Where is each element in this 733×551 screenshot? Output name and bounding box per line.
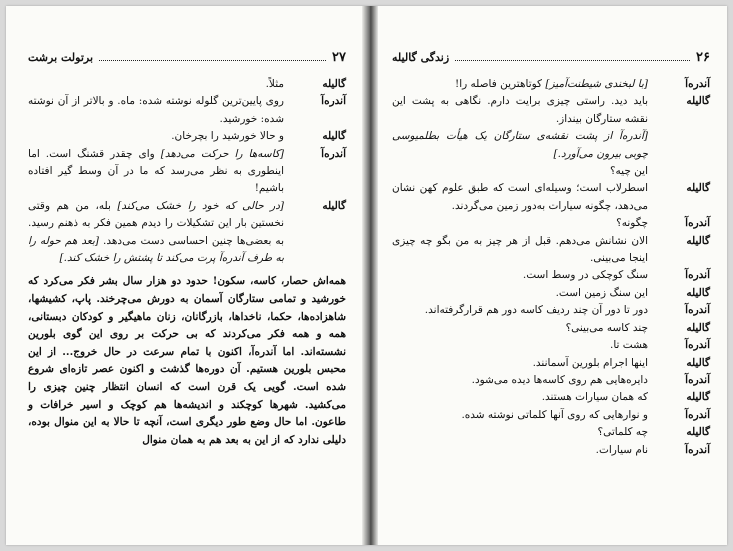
dialogue-row <box>392 389 710 406</box>
stage-direction: [با لبخندی شیطنت‌آمیز] <box>545 78 648 90</box>
dialogue-line: وای چقدر قشنگ است. اما اینطوری به نظر می‌رسد که ما در آن وسط گیر افتاده باشیم! <box>28 147 284 195</box>
speaker-name: گالیله <box>686 234 710 247</box>
page-number: ۲۶ <box>696 50 710 65</box>
stage-direction: [در حالی که خود را خشک می‌کند] <box>117 199 285 212</box>
dialogue-line: بله، من هم وقتی نخستین بار این تشکیلات را دیدم همین فکر به ذهنم رسید. به بعضی‌ها چنین احساسی دست می‌دهد. <box>28 199 284 247</box>
dialogue-row <box>28 128 346 145</box>
dialogue-text: و حالا خورشید را بچرخان. <box>171 130 284 143</box>
dialogue-row <box>392 372 710 389</box>
dialogue-text: الان نشانش می‌دهم. قبل از هر چیز به من بگو چه چیزی اینجا می‌بینی. <box>392 234 648 265</box>
right-page-dialogue <box>392 76 710 459</box>
right-page-header <box>392 50 710 68</box>
page-number: ۲۷ <box>332 50 346 65</box>
stage-direction: [کاسه‌ها را حرکت می‌دهد] <box>160 147 284 160</box>
running-title: زندگی گالیله <box>392 51 450 64</box>
speaker-name: آندره‌آ <box>685 373 710 386</box>
speaker-name: آندره‌آ <box>685 269 710 282</box>
dialogue-text: روی پایین‌ترین گلوله نوشته شده: ماه. و بالاتر از آن نوشته شده: خورشید. <box>28 95 284 125</box>
stage-direction: [آندره‌آ از پشت نقشه‌ی ستارگان یک هیأت بطلمیوسی چوبی بیرون می‌آورد.] <box>392 130 648 160</box>
speaker-name: آندره‌آ <box>321 95 346 108</box>
dialogue-row <box>392 337 710 354</box>
dialogue-row <box>28 93 346 128</box>
dialogue-row <box>392 215 710 232</box>
speaker-name: گالیله <box>322 199 346 212</box>
dialogue-text: سنگ کوچکی در وسط است. <box>522 269 648 282</box>
speaker-name: آندره‌آ <box>685 408 710 421</box>
dialogue-text: و نوارهایی که روی آنها کلماتی نوشته شده. <box>461 408 648 421</box>
speaker-name: گالیله <box>686 182 710 195</box>
dialogue-row <box>392 93 710 128</box>
dialogue-row <box>392 320 710 337</box>
speaker-name: آندره‌آ <box>685 304 710 317</box>
dialogue-row <box>392 180 710 215</box>
dialogue-row <box>392 407 710 424</box>
speaker-name: گالیله <box>686 391 710 404</box>
dialogue-text: هشت تا. <box>609 339 648 352</box>
dialogue-text: چند کاسه می‌بینی؟ <box>565 321 648 334</box>
dialogue-text: مثلاً. <box>265 78 284 90</box>
dialogue-text <box>28 198 284 268</box>
dialogue-row <box>392 163 710 180</box>
stage-direction: [بعد هم حوله را به طرف آندره‌آ پرت می‌کند تا پشتش را خشک کند.] <box>28 234 284 265</box>
left-page-header <box>28 50 346 68</box>
dialogue-text: این چیه؟ <box>609 165 648 178</box>
speaker-name: آندره‌آ <box>685 78 710 90</box>
dialogue-row <box>392 355 710 372</box>
dialogue-text <box>392 128 648 163</box>
monologue-paragraph: همه‌اش حصار، کاسه، سکون! حدود دو هزار سال بشر فکر می‌کرد که خورشید و تمامی ستارگان آسمان به دورش می‌چرخند. پاپ، کشیشها، شاهزاده‌ها، حکما، ناخداها، بازرگانان، زنان ماهیگیر و کودکان دبستانی، همه و همه فکر می‌کردند که بی حرکت بر روی این گوی بلورین نشسته‌اند. اما آندره‌آ، اکنون با تمام سرعت در حال خروج... از این محبس بلورین هستیم. آن دوره‌ها گذشت و اکنون عصر تازه‌ای شروع شده است. گویی یک قرن است که انسان انتظار چنین چیزی را می‌کشید. شهرها کوچکند و اندیشه‌ها هم کوچک و اسیر خرافات و طاعون. اما حال وضع طور دیگری است، آنچه تا حالا به این منوال بوده، دلیلی ندارد که از این به بعد هم به همان منوال <box>28 275 346 446</box>
speaker-name: گالیله <box>686 95 710 108</box>
dialogue-row <box>28 146 346 198</box>
speaker-name: آندره‌آ <box>321 147 346 160</box>
right-page <box>378 6 727 545</box>
dialogue-row <box>392 128 710 163</box>
running-title: برتولت برشت <box>28 51 94 64</box>
dialogue-text: دایره‌هایی هم روی کاسه‌ها دیده می‌شود. <box>471 373 648 386</box>
speaker-name: آندره‌آ <box>685 443 710 456</box>
dialogue-text: این سنگ زمین است. <box>555 286 648 299</box>
dialogue-row <box>392 267 710 284</box>
dialogue-row <box>28 198 346 268</box>
speaker-name: گالیله <box>686 321 710 334</box>
speaker-name: گالیله <box>322 130 346 143</box>
dialogue-row <box>392 442 710 459</box>
speaker-name: آندره‌آ <box>685 217 710 230</box>
speaker-name: آندره‌آ <box>685 339 710 352</box>
dialogue-row <box>28 76 346 93</box>
book-gutter <box>362 6 378 545</box>
dialogue-text: چگونه؟ <box>616 217 648 230</box>
speaker-name: گالیله <box>686 356 710 369</box>
header-dot-leader <box>455 52 690 61</box>
dialogue-text <box>392 76 648 93</box>
dialogue-text: اینها اجرام بلورین آسمانند. <box>532 356 648 369</box>
dialogue-text: نام سیارات. <box>595 443 648 456</box>
book-spread <box>6 6 727 545</box>
dialogue-text: که همان سیارات هستند. <box>541 391 648 404</box>
left-page-dialogue <box>28 76 346 449</box>
dialogue-text: دور تا دور آن چند ردیف کاسه دور هم قرارگرفته‌اند. <box>424 304 648 317</box>
dialogue-text <box>28 146 284 198</box>
dialogue-line: کوتاهترین فاصله را! <box>454 78 546 90</box>
dialogue-text: باید دید. راستی چیزی برایت دارم. نگاهی به پشت این نقشه ستارگان بینداز. <box>392 95 648 125</box>
speaker-name: گالیله <box>686 286 710 299</box>
dialogue-text: اسطرلاب است؛ وسیله‌ای است که طبق علوم کهن نشان می‌دهد، چگونه سیارات به‌دور زمین می‌گردند. <box>392 182 648 212</box>
header-dot-leader <box>99 52 326 61</box>
dialogue-row <box>392 233 710 268</box>
speaker-name: گالیله <box>322 78 346 90</box>
dialogue-row <box>392 285 710 302</box>
left-page <box>6 6 362 545</box>
speaker-name: گالیله <box>686 426 710 439</box>
dialogue-row <box>392 424 710 441</box>
dialogue-row <box>392 302 710 319</box>
dialogue-text: چه کلماتی؟ <box>597 426 648 439</box>
dialogue-row <box>392 76 710 93</box>
